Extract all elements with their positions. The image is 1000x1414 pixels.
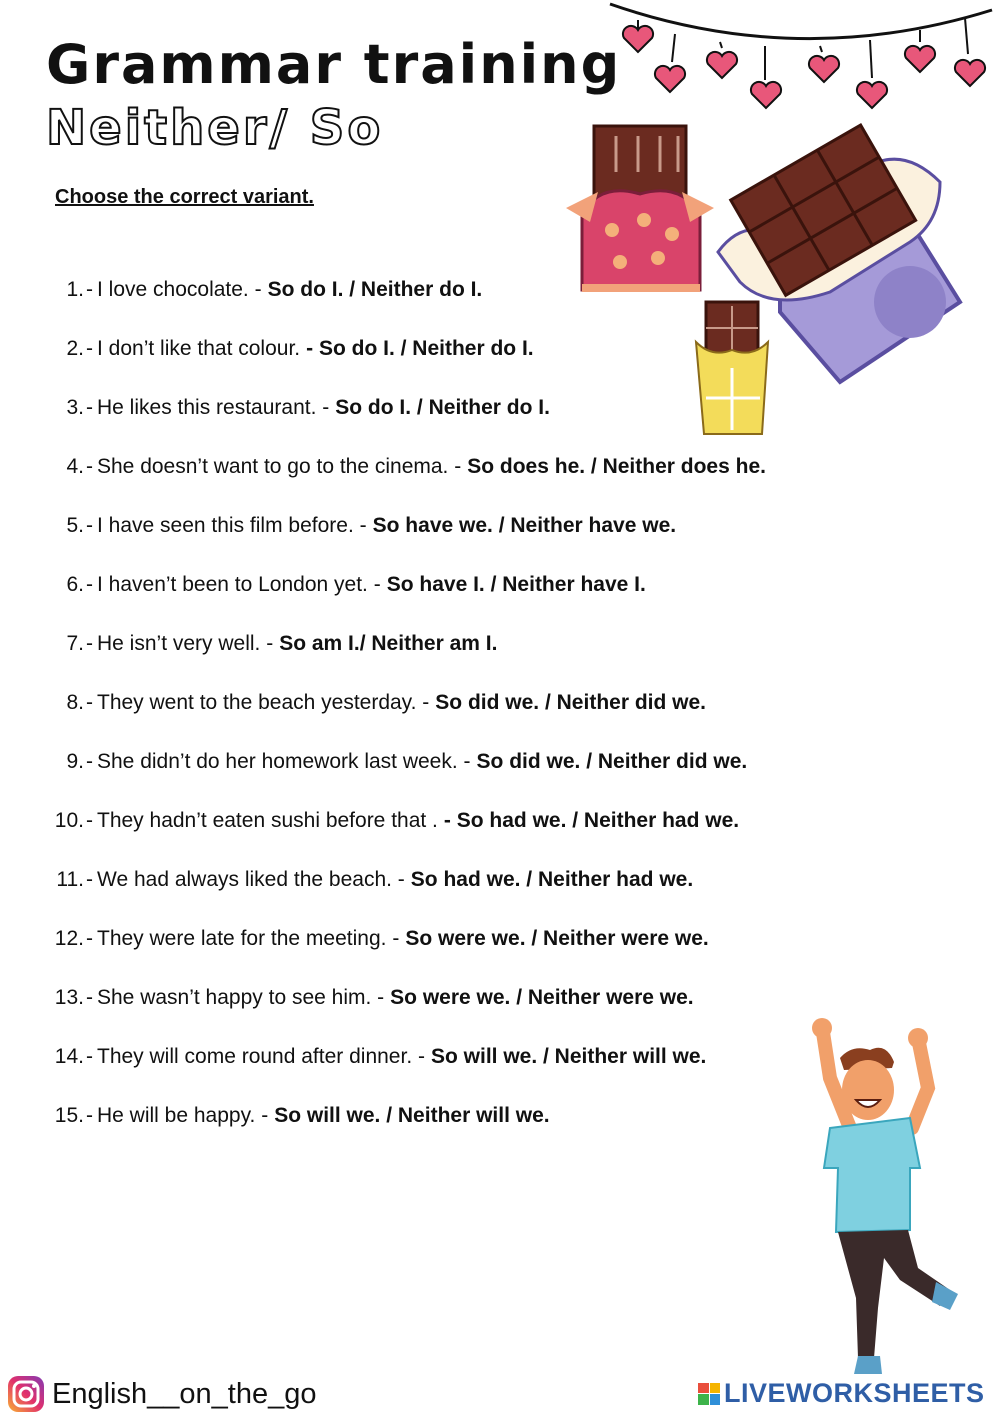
footer-handle <box>6 1374 316 1414</box>
exercise-sentence: I haven’t been to London yet. - <box>97 573 381 596</box>
exercise-sentence: They hadn’t eaten sushi before that . <box>97 809 438 832</box>
page-subtitle: Neither/ So <box>46 100 384 156</box>
exercise-item: 3. - He likes this restaurant. - So do I. / Neither do I. <box>40 396 550 428</box>
exercise-number: 4. <box>66 455 84 478</box>
exercise-number: 13. <box>54 986 84 1009</box>
exercise-item: 8. - They went to the beach yesterday. - So did we. / Neither did we. <box>40 691 706 723</box>
answer-options[interactable]: So have I. / Neither have I. <box>386 573 646 596</box>
exercise-sentence: He likes this restaurant. - <box>97 396 330 419</box>
answer-options[interactable]: So will we. / Neither will we. <box>430 1045 707 1068</box>
exercise-number: 7. <box>66 632 84 655</box>
exercise-item: 12. - They were late for the meeting. - So were we. / Neither were we. <box>40 927 709 959</box>
yellow-chocolate-bar-illustration <box>692 298 772 438</box>
answer-options[interactable]: So did we. / Neither did we. <box>476 750 748 773</box>
exercise-number: 10. <box>54 809 84 832</box>
answer-options[interactable]: So does he. / Neither does he. <box>467 455 766 478</box>
exercise-number: 15. <box>54 1104 84 1127</box>
exercise-sentence: I have seen this film before. - <box>97 514 367 537</box>
answer-options[interactable]: So will we. / Neither will we. <box>274 1104 550 1127</box>
exercise-sentence: She wasn’t happy to see him. - <box>97 986 385 1009</box>
answer-options[interactable]: So had we. / Neither had we. <box>410 868 694 891</box>
exercise-sentence: She doesn’t want to go to the cinema. - <box>97 455 462 478</box>
exercise-item: 13. - She wasn’t happy to see him. - So were we. / Neither were we. <box>40 986 694 1018</box>
exercise-sentence: They will come round after dinner. - <box>97 1045 425 1068</box>
pink-chocolate-bar-illustration <box>560 122 720 302</box>
answer-options[interactable]: - So had we. / Neither had we. <box>443 809 740 832</box>
exercise-sentence: He will be happy. - <box>97 1104 269 1127</box>
footer-handle-text: English__on_the_go <box>52 1377 317 1410</box>
heart-garland-illustration <box>600 0 1000 120</box>
liveworksheets-logo[interactable] <box>698 1378 985 1409</box>
answer-options[interactable]: So did we. / Neither did we. <box>435 691 706 714</box>
exercise-number: 6. <box>66 573 84 596</box>
exercise-item: 11. - We had always liked the beach. - So had we. / Neither had we. <box>40 868 693 900</box>
exercise-number: 12. <box>54 927 84 950</box>
answer-options[interactable]: So do I. / Neither do I. <box>267 278 483 301</box>
exercise-item: 10. - They hadn’t eaten sushi before that . - So had we. / Neither had we. <box>40 809 739 841</box>
exercise-item: 4. - She doesn’t want to go to the cinema. - So does he. / Neither does he. <box>40 455 766 487</box>
exercise-item: 15. - He will be happy. - So will we. / Neither will we. <box>40 1104 550 1136</box>
exercise-item: 5. - I have seen this film before. - So have we. / Neither have we. <box>40 514 676 546</box>
exercise-sentence: We had always liked the beach. - <box>97 868 405 891</box>
exercise-number: 1. <box>66 278 84 301</box>
exercise-item: 2. - I don’t like that colour. - So do I. / Neither do I. <box>40 337 534 369</box>
exercise-sentence: He isn’t very well. - <box>97 632 274 655</box>
exercise-number: 3. <box>66 396 84 419</box>
exercise-number: 8. <box>66 691 84 714</box>
jumping-boy-illustration <box>800 1018 970 1388</box>
exercise-number: 2. <box>66 337 84 360</box>
answer-options[interactable]: So were we. / Neither were we. <box>390 986 694 1009</box>
exercise-item: 6. - I haven’t been to London yet. - So have I. / Neither have I. <box>40 573 646 605</box>
exercise-sentence: She didn’t do her homework last week. - <box>97 750 471 773</box>
exercise-item: 14. - They will come round after dinner. - So will we. / Neither will we. <box>40 1045 706 1077</box>
page-title: Grammar training <box>46 33 622 96</box>
exercise-sentence: I love chocolate. - <box>97 278 262 301</box>
instruction-text: Choose the correct variant. <box>55 186 314 208</box>
answer-options[interactable]: So do I. / Neither do I. <box>335 396 550 419</box>
exercise-number: 11. <box>56 868 84 891</box>
answer-options[interactable]: So have we. / Neither have we. <box>372 514 677 537</box>
answer-options[interactable]: So were we. / Neither were we. <box>405 927 709 950</box>
exercise-number: 9. <box>66 750 84 773</box>
liveworksheets-badge-icon <box>698 1383 720 1405</box>
liveworksheets-logo-text: LIVEWORKSHEETS <box>724 1378 985 1408</box>
exercise-number: 5. <box>66 514 84 537</box>
exercise-item: 7. - He isn’t very well. - So am I./ Neither am I. <box>40 632 497 664</box>
exercise-number: 14. <box>54 1045 84 1068</box>
exercise-sentence: They were late for the meeting. - <box>97 927 400 950</box>
exercise-sentence: They went to the beach yesterday. - <box>97 691 430 714</box>
answer-options[interactable]: - So do I. / Neither do I. <box>306 337 534 360</box>
exercise-item: 1. - I love chocolate. - So do I. / Neither do I. <box>40 278 482 310</box>
exercise-sentence: I don’t like that colour. <box>97 337 301 360</box>
answer-options[interactable]: So am I./ Neither am I. <box>279 632 498 655</box>
exercise-item: 9. - She didn’t do her homework last week. - So did we. / Neither did we. <box>40 750 747 782</box>
instagram-icon <box>6 1374 46 1414</box>
